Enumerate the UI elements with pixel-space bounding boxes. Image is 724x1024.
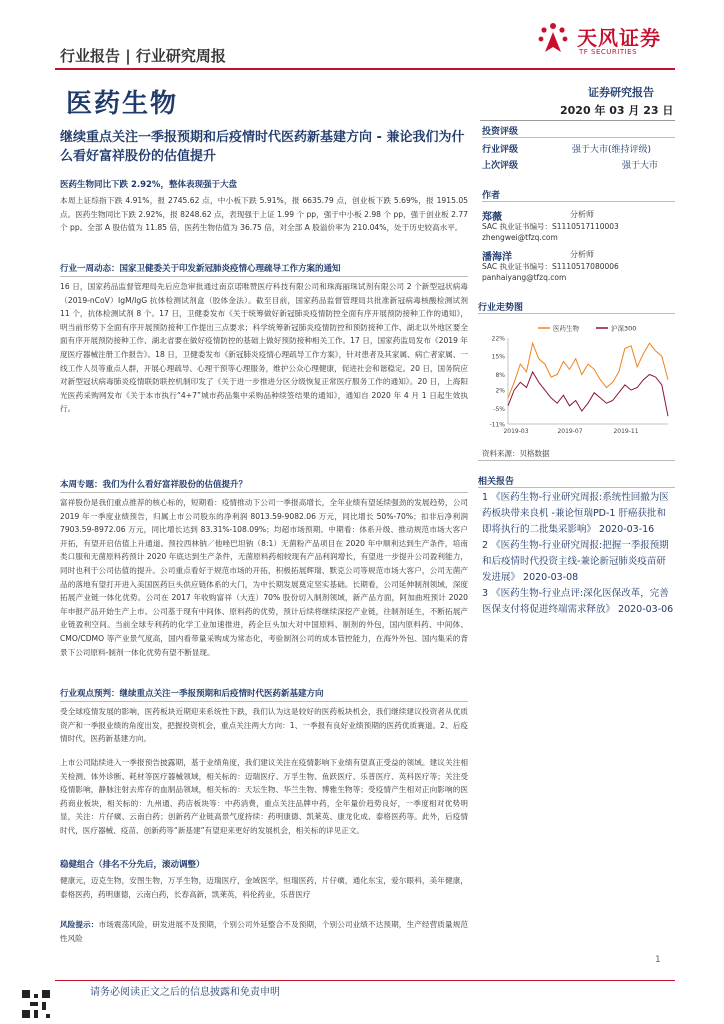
report-date: 2020 年 03 月 23 日 [560, 104, 674, 117]
risk-warning [60, 918, 468, 945]
logo-text: 天风证券 [577, 26, 661, 50]
divider [482, 137, 675, 138]
author-name: 潘海洋 [482, 252, 512, 263]
divider [478, 313, 675, 314]
portfolio-list: 健康元，迈克生物，安图生物，万孚生物，迈瑞医疗，金域医学，恒瑞医药，片仔癀，通化东宝，爱尔眼科，美年健康，泰格医药，药明康德，云南白药，长春高新，凯莱英，科伦药业，乐普医疗 [60, 876, 468, 899]
legend-label: 医药生物 [553, 324, 579, 333]
divider [478, 460, 675, 461]
section-heading: 稳健组合（排名不分先后，滚动调整） [60, 860, 205, 870]
section-heading: 行业观点预判：继续重点关注一季报预期和后疫情时代医药新基建方向 [60, 689, 324, 699]
header-divider [55, 68, 675, 70]
divider [60, 276, 468, 277]
prev-rating-label: 上次评级 [482, 161, 519, 171]
author-name: 郑薇 [482, 212, 502, 223]
qr-code-icon [22, 990, 50, 1018]
author-email[interactable]: zhengwei@tfzq.com [482, 233, 558, 242]
author-license: SAC 执业证书编号：S1110517110003 [482, 222, 619, 231]
author-email[interactable]: panhaiyang@tfzq.com [482, 273, 567, 282]
related-report-item[interactable]: 2 《医药生物-行业研究周报:把握一季报预期和后疫情时代投资主线-兼论新冠肺炎疫苗研发进展》 2020-03-08 [482, 540, 669, 583]
divider [60, 701, 468, 702]
section-text: 受全球疫情发展的影响，医药板块近期迎来系统性下跌，我们认为这是较好的医药板块机会，我们继续建议投资者从优质资产和一季报业绩的角度出发，把握投资机会，重点关注两大方向：1、一季报有良好业绩预期的医药优质赛道。2、后疫情时代，医药新基建方向。 [60, 707, 468, 744]
section-text: 富祥股份是我们重点推荐的核心标的，短期看：疫情推动下公司一季报高增长，全年业绩有望延续强劲的发展趋势，公司 2019 年一季度业绩预告，归属上市公司股东的净利润 8013.59-9082.06 万元，同比增长 50%-70%；扣非后净利润 7903.59-8972.06 万元，同比增长达到 83.31%-108.09%；均超市场预期。中期看：体系升级、推动规范市场大客户开拓，有望开启估值上升通道。预拉西林钠／他唑巴坦钠（8:1）无菌粉产品项目在 2020 年中顺利达到生产条件，培南类口服和无菌原料药预计 2020 年底达到生产条件，无菌原料药相较现有产品利润增长，有望进一步提升公司盈利能力，同时也利于公司估值的提升。公司重点看好于规范市场的开拓，积极拓展辉瑞、默克公司等规范市场大客户，公司无菌产品的落地有望打开进入美国医药巨头供应链体系的大门，为中长期发展奠定坚实基础。长期看，公司延伸制剂领域，深度拓展产业链一体化优势。公司在 2017 年收购富祥（大连）70% 股份切入制剂领域，新产品方面，阿加曲班预计 2020 年申报产品开始生产上市。公司基于现有中间体、原料药的优势，预计后续将继续深挖产业链，往制剂延生，不断拓展产业链盈利空间。当前全球专利药的化学工业加速推进，药企巨头加大对中国原料、制剂的外包，国内原料药、中间体、CMO/CDMO 等产业景气度高，国内看带量采购成为常态化，考验制剂公司的成本管控能力，在海外外包、国内集采的背景下公司原料-制剂一体化优势有望不断显现。 [60, 498, 468, 657]
y-tick-label: -5% [493, 405, 505, 413]
x-tick-label: 2019-07 [557, 428, 583, 435]
report-headline: 继续重点关注一季报预期和后疫情时代医药新基建方向 - 兼论我们为什么看好富祥股份的估值提升 [60, 130, 465, 164]
divider [60, 492, 468, 493]
page-number: 1 [655, 955, 661, 965]
risk-text: 市场震荡风险，研发进展不及预期，个别公司外延整合不及预期，个别公司业绩不达预期，生产经营质量规范性风险 [60, 920, 468, 943]
footer-divider [55, 980, 675, 981]
y-tick-label: 15% [491, 353, 505, 361]
section-text: 本周上证综指下跌 4.91%，报 2745.62 点，中小板下跌 5.91%，报 6635.79 点，创业板下跌 5.69%，报 1915.05 点。医药生物同比下跌 2.92%，报 8248.62 点，表现强于上证 1.99 个 pp，强于中小板 2.98 个 pp，强于创业板 2.77 个 pp。全部 A 股估值为 11.85 倍，医药生物估值为 36.75 倍，对全部 A 股溢价率为 210.04%，处于历史较高水平。 [60, 196, 468, 233]
series-line-csi300 [508, 372, 668, 416]
section-text: 16 日，国家药品监督管理局先后应急审批通过南京诺唯赞医疗科技有限公司和珠海丽珠试剂有限公司 2 个新型冠状病毒（2019-nCoV）IgM/IgG 抗体检测试剂盒（胶体金法）。截至目前，国家药品监督管理局共批准新冠病毒核酸检测试剂 11 个，抗体检测试剂 8 个。17 日，卫健委发布《关于统筹做好新冠肺炎疫情防控全面有序开展预防接种工作的通知》，明当前形势下全面有序开展预防接种工作提出三点要求；科学统筹新冠肺炎疫情防控和预防接种工作、湖北以外地区要全面有序开展预防接种工作、湖北省要在做好疫情防控的基础上做好预防接种相关工作。17 日，国家药监局发布《2019 年度医疗器械注册工作报告》。18 日，卫健委发布《新冠肺炎疫情心理疏导工作方案》，针对患者及其家属、病亡者家属、一线工作人员等重点人群，开展心理疏导、心理干预等心理服务，维护公众心理健康，促进社会和谐稳定。20 日，国务院应对新型冠状病毒肺炎疫情联防联控机制印发了《关于进一步推进分区分级恢复正常医疗服务工作的通知》。20 日，上海阳光医药采购网发布《关于本市执行“4+7”城市药品集中采购品种续签结果的通知》，通知自 2020 年 4 月 1 日起生效执行。 [60, 282, 468, 414]
section-heading: 行业一周动态：国家卫健委关于印发新冠肺炎疫情心理疏导工作方案的通知 [60, 264, 341, 274]
author-title: 分析师 [570, 210, 594, 219]
trend-heading: 行业走势图 [478, 303, 524, 313]
section-heading: 医药生物同比下跌 2.92%，整体表现强于大盘 [60, 180, 237, 190]
y-tick-label: 22% [491, 335, 505, 343]
tf-logo-icon [535, 20, 571, 56]
report-category: 行业报告 | 行业研究周报 [60, 47, 226, 65]
section-heading: 本周专题：我们为什么看好富祥股份的估值提升？ [60, 480, 248, 490]
y-tick-label: 8% [495, 371, 505, 379]
chart-source: 资料来源：贝格数据 [482, 449, 550, 458]
related-heading: 相关报告 [478, 477, 515, 487]
related-reports [482, 490, 675, 618]
y-tick-label: 2% [495, 387, 505, 395]
logo-subtext: TF SECURITIES [579, 48, 638, 56]
industry-rating-value: 强于大市(维持评级) [572, 145, 652, 155]
series-line-pharma [508, 343, 668, 398]
prev-rating-value: 强于大市 [622, 161, 659, 171]
divider [482, 201, 675, 202]
disclaimer: 请务必阅读正文之后的信息披露和免责申明 [90, 987, 280, 998]
report-type: 证券研究报告 [588, 86, 654, 99]
risk-label: 风险提示： [60, 920, 99, 929]
rating-heading: 投资评级 [482, 127, 519, 137]
x-tick-label: 2019-03 [503, 428, 529, 435]
date-divider [480, 120, 675, 121]
divider [478, 487, 675, 488]
sector-title: 医药生物 [66, 89, 179, 119]
author-title: 分析师 [570, 250, 594, 259]
section-text: 上市公司陆续进入一季报预告披露期，基于业绩角度，我们建议关注在疫情影响下业绩有望真正受益的领域。建议关注相关检测、体外诊断、耗材等医疗器械领域，相关标的：迈瑞医疗、万孚生物、鱼跃医疗、乐普医疗、英科医疗等；关注受疫情影响，静脉注射去库存的血制品领域，相关标的：天坛生物、华兰生物、博雅生物等；受疫情产生相对正向影响的医药商业板块，相关标的：九州通、药店板块等：中药消费，重点关注品牌中药，全年量价趋势良好，一季度相对优势明显，关注：片仔癀、云南白药；创新药产业链高景气度持续：药明康德、凯莱英、康龙化成、泰格医药等。此外，后疫情时代，医疗器械、疫苗、创新药等“新基建”有望迎来更好的发展机会，相关标的详见正文。 [60, 758, 468, 835]
author-license: SAC 执业证书编号：S1110517080006 [482, 262, 619, 271]
related-report-item[interactable]: 1 《医药生物-行业研究周报:系统性回撤为医药板块带来良机 -兼论恒瑞PD-1 肝癌获批和即将执行的二批集采影响》 2020-03-16 [482, 492, 669, 535]
legend-label: 沪深300 [611, 324, 637, 333]
y-tick-label: -11% [489, 421, 505, 429]
tf-securities-logo [535, 18, 685, 66]
industry-rating-label: 行业评级 [482, 145, 519, 155]
authors-heading: 作者 [482, 191, 501, 201]
related-report-item[interactable]: 3 《医药生物-行业点评:深化医保改革，完善医保支付将促进终端需求释放》 2020-03-06 [482, 588, 674, 615]
industry-trend-chart [478, 316, 678, 444]
x-tick-label: 2019-11 [613, 428, 639, 435]
